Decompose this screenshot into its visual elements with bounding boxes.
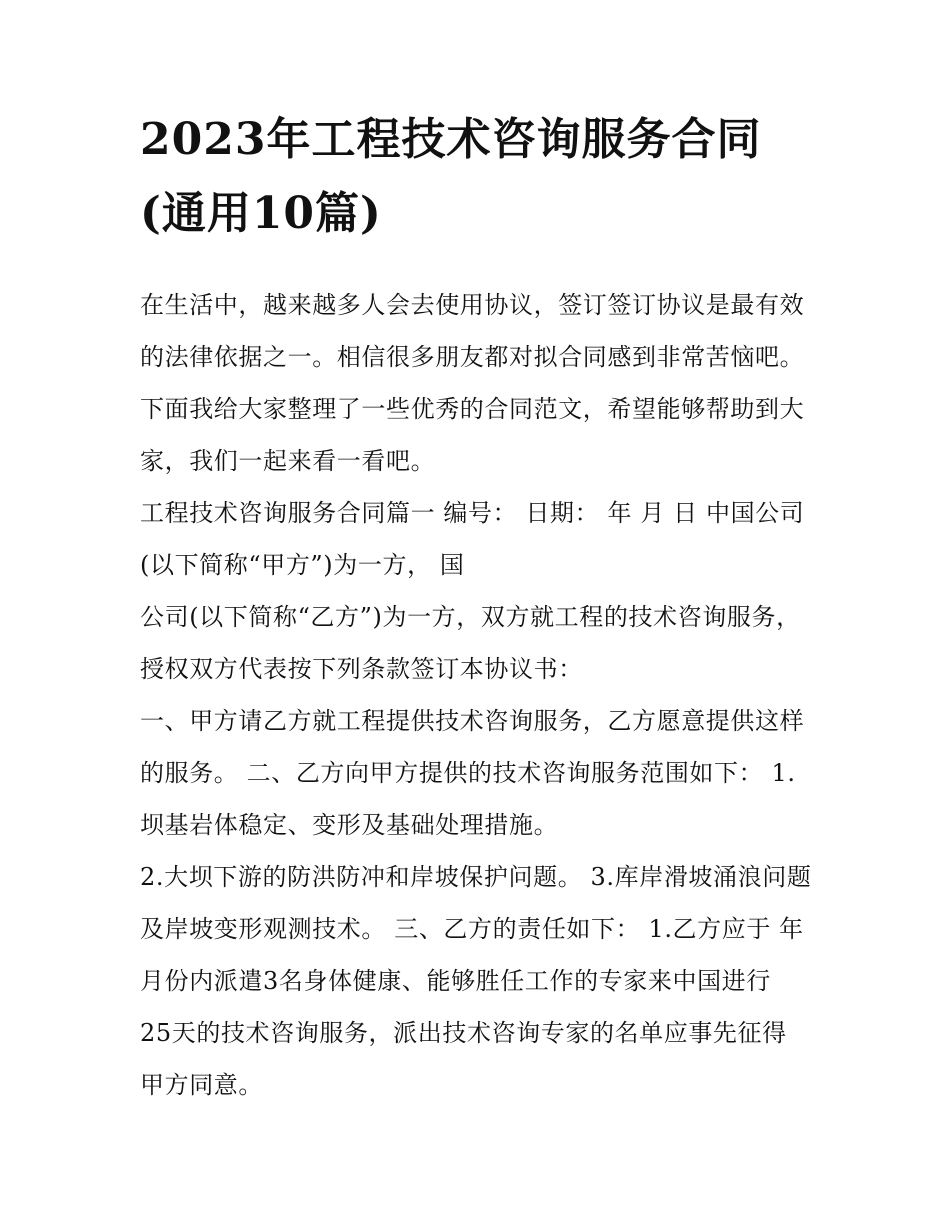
body-line: 的服务。 二、乙方向甲方提供的技术咨询服务范围如下： 1. [140, 759, 796, 787]
body-line: 一、甲方请乙方就工程提供技术咨询服务，乙方愿意提供这样 [140, 707, 805, 735]
body-line: 家，我们一起来看一看吧。 [140, 447, 436, 475]
body-line: 及岸坡变形观测技术。 三、乙方的责任如下： 1.乙方应于 年 [140, 915, 804, 943]
body-line: 月份内派遣3名身体健康、能够胜任工作的专家来中国进行 [140, 967, 771, 995]
document-body [140, 279, 840, 1111]
document-title [140, 114, 840, 239]
body-line: 坝基岩体稳定、变形及基础处理措施。 [140, 811, 559, 839]
body-line: 公司(以下简称“乙方”)为一方，双方就工程的技术咨询服务， [140, 603, 801, 631]
body-line: 的法律依据之一。相信很多朋友都对拟合同感到非常苦恼吧。 [140, 343, 805, 371]
body-line: 工程技术咨询服务合同篇一 编号： 日期： 年 月 日 中国公司 [140, 499, 805, 527]
body-line: 在生活中，越来越多人会去使用协议，签订签订协议是最有效 [140, 291, 805, 319]
body-line: 下面我给大家整理了一些优秀的合同范文，希望能够帮助到大 [140, 395, 805, 423]
document-title-line: 2023年工程技术咨询服务合同 [140, 114, 762, 165]
body-line: 甲方同意。 [140, 1071, 263, 1099]
body-line: 25天的技术咨询服务，派出技术咨询专家的名单应事先征得 [140, 1019, 787, 1047]
body-line: 授权双方代表按下列条款签订本协议书： [140, 655, 583, 683]
document-title-line: (通用10篇) [140, 188, 382, 239]
body-line: (以下简称“甲方”)为一方， 国 [140, 551, 465, 579]
body-line: 2.大坝下游的防洪防冲和岸坡保护问题。 3.库岸滑坡涌浪问题 [140, 863, 812, 891]
